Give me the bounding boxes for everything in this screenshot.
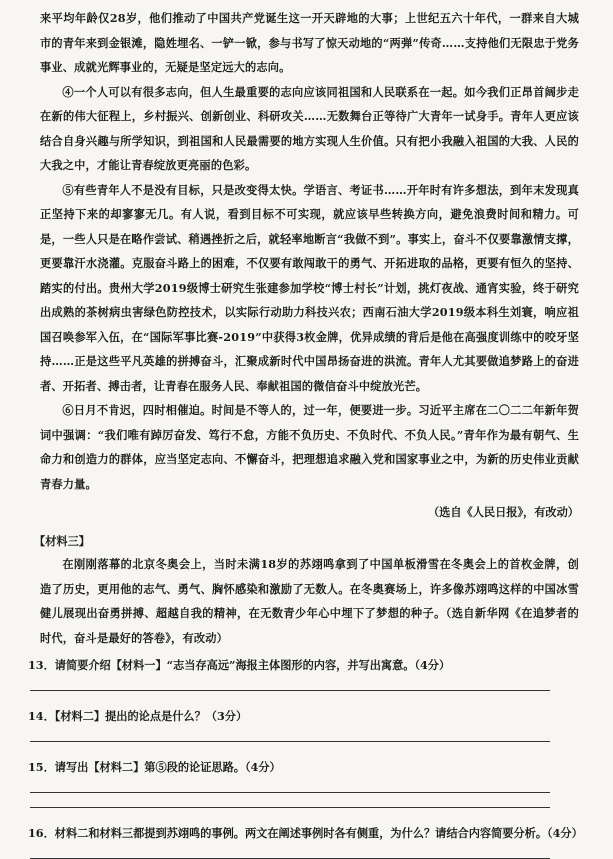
question-13-text: 13．请简要介绍【材料一】“志当存高远”海报主体图形的内容，并写出寓意。（4分） — [28, 658, 451, 672]
material3-paragraph: 在刚刚落幕的北京冬奥会上，当时未满18岁的苏翊鸣拿到了中国单板滑雪在冬奥会上的首枚金牌，创造了历史，更用他的志气、勇气、胸怀感染和激励了无数人。在冬奥赛场上，许多像苏翊鸣这样的中国冰雪健儿展现出奋勇拼搏、超越自我的精神，在无数青少年心中埋下了梦想的种子。（选自新华网《在追梦者的时代，奋斗是最好的答卷》，有改动） — [40, 557, 579, 645]
question-14 — [28, 705, 579, 742]
question-15-text: 15．请写出【材料二】第⑤段的论证思路。（4分） — [28, 760, 281, 774]
answer-line[interactable] — [30, 741, 550, 742]
answer-line[interactable] — [30, 792, 550, 793]
material2-source: （选自《人民日报》，有改动） — [427, 505, 579, 519]
question-16 — [28, 822, 583, 859]
material2-paragraph-4: ④一个人可以有很多志向，但人生最重要的志向应该同祖国和人民联系在一起。如今我们正昂首阔步走在新的伟大征程上，乡村振兴、创新创业、科研攻关……无数舞台正等待广大青年一试身手。青年人更应该结合自身兴趣与所学知识，到祖国和人民最需要的地方实现人生价值。只有把小我融入祖国的大我、人民的大我之中，才能让青春绽放更亮丽的色彩。 — [40, 84, 579, 172]
question-14-text: 14．【材料二】提出的论点是什么？（3分） — [28, 709, 248, 723]
material2-paragraph-6: ⑥日月不肯迟，四时相催迫。时间是不等人的，过一年，便要进一步。习近平主席在二〇二二年新年贺词中强调：“我们唯有踔厉奋发、笃行不怠，方能不负历史、不负时代、不负人民。”青年作为最有朝气、生命力和创造力的群体，应当坚定志向、不懈奋斗，把理想追求融入党和国家事业之中，为新的历史伟业贡献青春力量。 — [40, 403, 579, 491]
answer-line[interactable] — [30, 807, 550, 808]
question-13 — [28, 654, 579, 691]
answer-line[interactable] — [30, 690, 550, 691]
material3-heading: 【材料三】 — [34, 534, 90, 548]
question-16-text: 16．材料二和材料三都提到苏翊鸣的事例。两文在阐述事例时各有侧重，为什么？请结合内容简要分析。（4分） — [28, 826, 583, 840]
question-15 — [28, 756, 579, 808]
material2-paragraph-5: ⑤有些青年人不是没有目标，只是改变得太快。学语言、考证书……开年时有许多想法，到年末发现真正坚持下来的却寥寥无几。有人说，看到目标不可实现，就应该早些转换方向，避免浪费时间和精力。可是，一些人只是在略作尝试、稍遇挫折之后，就轻率地断言“我做不到”。事实上，奋斗不仅要靠激情支撑，更要靠汗水浇灌。克服奋斗路上的困难，不仅要有敢闯敢干的勇气、开拓进取的品格，更要有恒久的坚持、踏实的付出。贵州大学2019级博士研究生张建参加学校“博士村长”计划，挑灯夜战、通宵实验，终于研究出成熟的茶树病虫害绿色防控技术，以实际行动助力科技兴农；西南石油大学2019级本科生刘寰，响应祖国召唤参军入伍，在“国际军事比赛-2019”中获得3枚金牌，优异成绩的背后是他在高强度训练中的咬牙坚持……正是这些平凡英雄的拼搏奋斗，汇聚成新时代中国昂扬奋进的洪流。青年人尤其要做追梦路上的奋进者、开拓者、搏击者，让青春在服务人民、奉献祖国的微信奋斗中绽放光芒。 — [40, 182, 579, 393]
material2-paragraph-intro: 来平均年龄仅28岁，他们推动了中国共产党诞生这一开天辟地的大事；上世纪五六十年代，一群来自大城市的青年来到金银滩，隐姓埋名、一铲一锨，参与书写了惊天动地的“两弹”传奇……支持他们无限忠于党务事业、成就光辉事业的，无疑是坚定远大的志向。 — [40, 11, 579, 74]
